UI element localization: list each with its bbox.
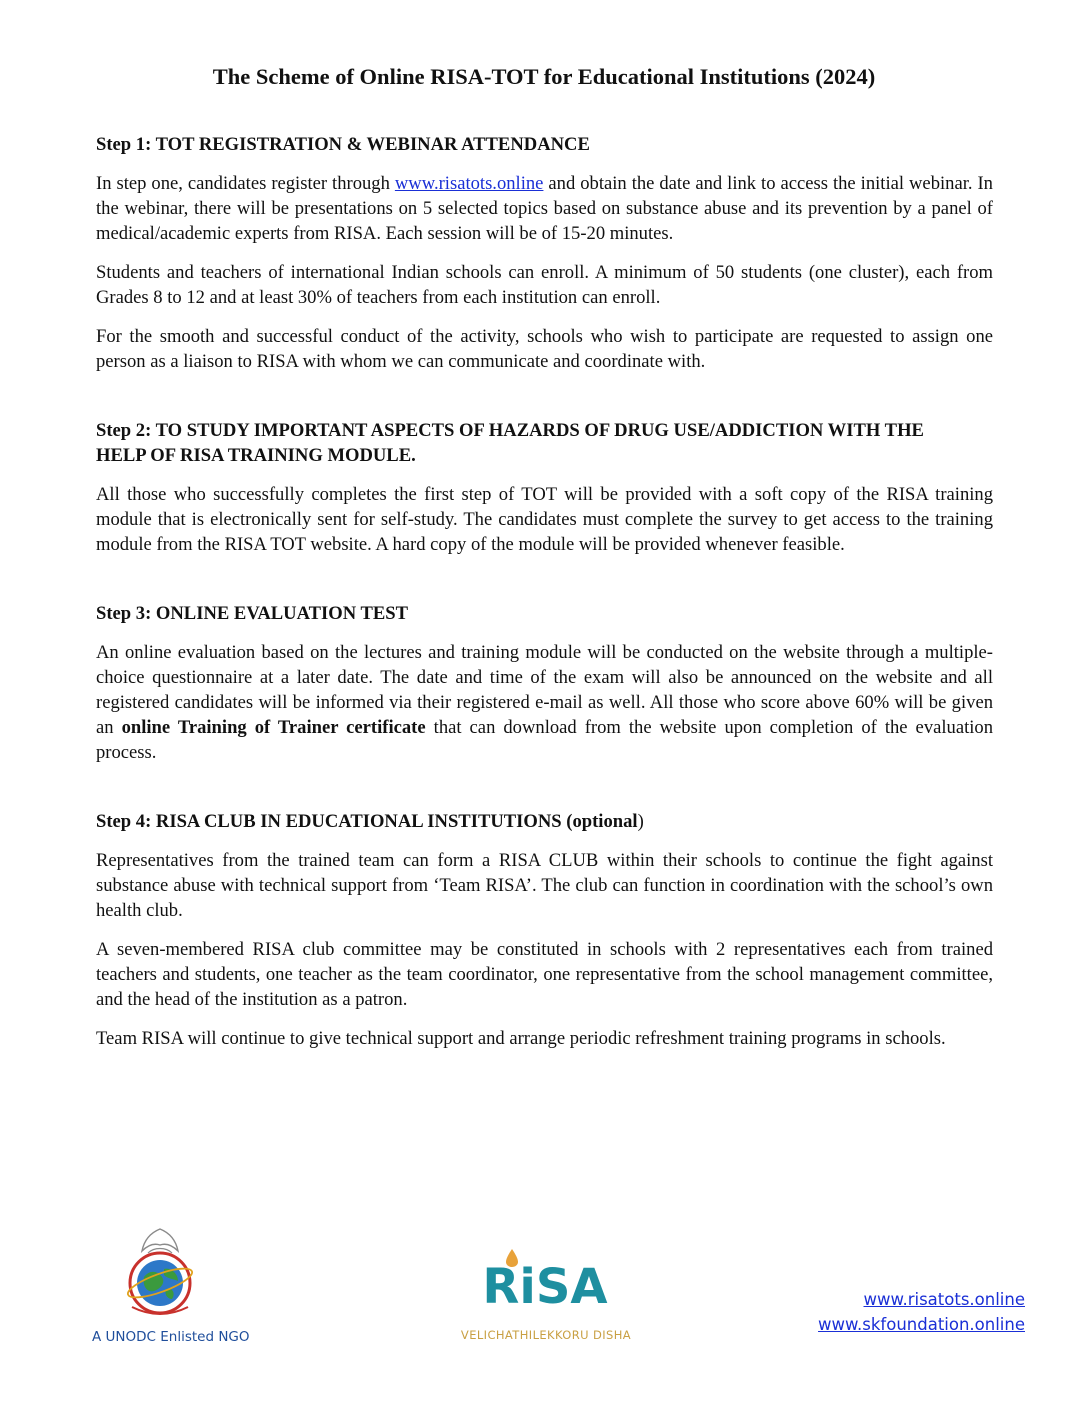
step3-heading: Step 3: ONLINE EVALUATION TEST xyxy=(96,603,409,624)
step4-paragraph-3: Team RISA will continue to give technical support and arrange periodic refreshment training programs in schools. xyxy=(96,1028,946,1049)
step3-p1-text-before: An online evaluation based on the lectures and training module will be conducted on the website through a multiple-choice questionnaire at a later date. The date and time of the exam will also be announced on the website and all registered candidates will be informed via their registered e-mail as well. All those who score above 60% will be given an xyxy=(96,642,993,738)
certificate-emphasis: online Training of Trainer certificate xyxy=(121,717,426,738)
step1-p1-text-after: and obtain the date and link to access the initial webinar. In the webinar, there will be presentations on 5 selected topics based on substance abuse and its prevention by a panel of medical/academic experts from RISA. Each session will be of 15-20 minutes. xyxy=(96,173,993,244)
document-body xyxy=(96,132,993,1051)
risatots-link[interactable]: www.risatots.online xyxy=(394,173,544,194)
step4-heading-main: Step 4: RISA CLUB IN EDUCATIONAL INSTITUTIONS (optional xyxy=(96,811,638,832)
step3-section xyxy=(96,601,993,765)
sk-foundation-logo-icon xyxy=(108,1223,212,1323)
risa-logo-icon xyxy=(470,1247,620,1307)
step4-heading xyxy=(96,809,993,834)
page-title: The Scheme of Online RISA-TOT for Educational Institutions (2024) xyxy=(212,64,876,89)
footer xyxy=(0,1215,1088,1365)
step2-section xyxy=(96,418,993,557)
step1-p1-text-before: In step one, candidates register through xyxy=(96,173,395,194)
step1-paragraph-2: Students and teachers of international Indian schools can enroll. A minimum of 50 students (one cluster), each from Grades 8 to 12 and at least 30% of teachers from each institution can enroll. xyxy=(96,262,993,308)
step4-paragraph-2: A seven-membered RISA club committee may be constituted in schools with 2 representatives each from trained teachers and students, one teacher as the team coordinator, one representative from the school management committee, and the head of the institution as a patron. xyxy=(96,939,993,1010)
step1-paragraph-1 xyxy=(96,171,993,246)
step2-heading: Step 2: TO STUDY IMPORTANT ASPECTS OF HAZARDS OF DRUG USE/ADDICTION WITH THE HELP OF RISA TRAINING MODULE. xyxy=(96,420,924,466)
step3-p1-text-after: that can download from the website upon completion of the evaluation process. xyxy=(96,717,994,763)
step1-section xyxy=(96,132,993,374)
footer-link-risatots[interactable]: www.risatots.online xyxy=(863,1290,1025,1309)
step2-paragraph-1: All those who successfully completes the first step of TOT will be provided with a soft copy of the RISA training module that is electronically sent for self-study. The candidates must complete the survey to get access to the training module from the RISA TOT website. A hard copy of the module will be provided whenever feasible. xyxy=(96,484,993,555)
risa-subtitle: VELICHATHILEKKORU DISHA xyxy=(460,1328,632,1342)
step3-paragraph-1 xyxy=(96,640,993,765)
step1-paragraph-3: For the smooth and successful conduct of the activity, schools who wish to participate are requested to assign one person as a liaison to RISA with whom we can communicate and coordinate with. xyxy=(96,326,993,372)
step4-paragraph-1: Representatives from the trained team can form a RISA CLUB within their schools to continue the fight against substance abuse with technical support from ‘Team RISA’. The club can function in coordination with the school’s own health club. xyxy=(96,850,993,921)
step4-section xyxy=(96,809,993,1051)
step4-heading-close: ) xyxy=(637,811,644,832)
footer-link-skfoundation[interactable]: www.skfoundation.online xyxy=(818,1315,1025,1334)
step1-heading: Step 1: TOT REGISTRATION & WEBINAR ATTENDANCE xyxy=(96,134,590,155)
org-tagline: A UNODC Enlisted NGO xyxy=(92,1329,250,1345)
risa-logo-text: RiSA xyxy=(482,1259,608,1307)
footer-links xyxy=(818,1287,1025,1337)
